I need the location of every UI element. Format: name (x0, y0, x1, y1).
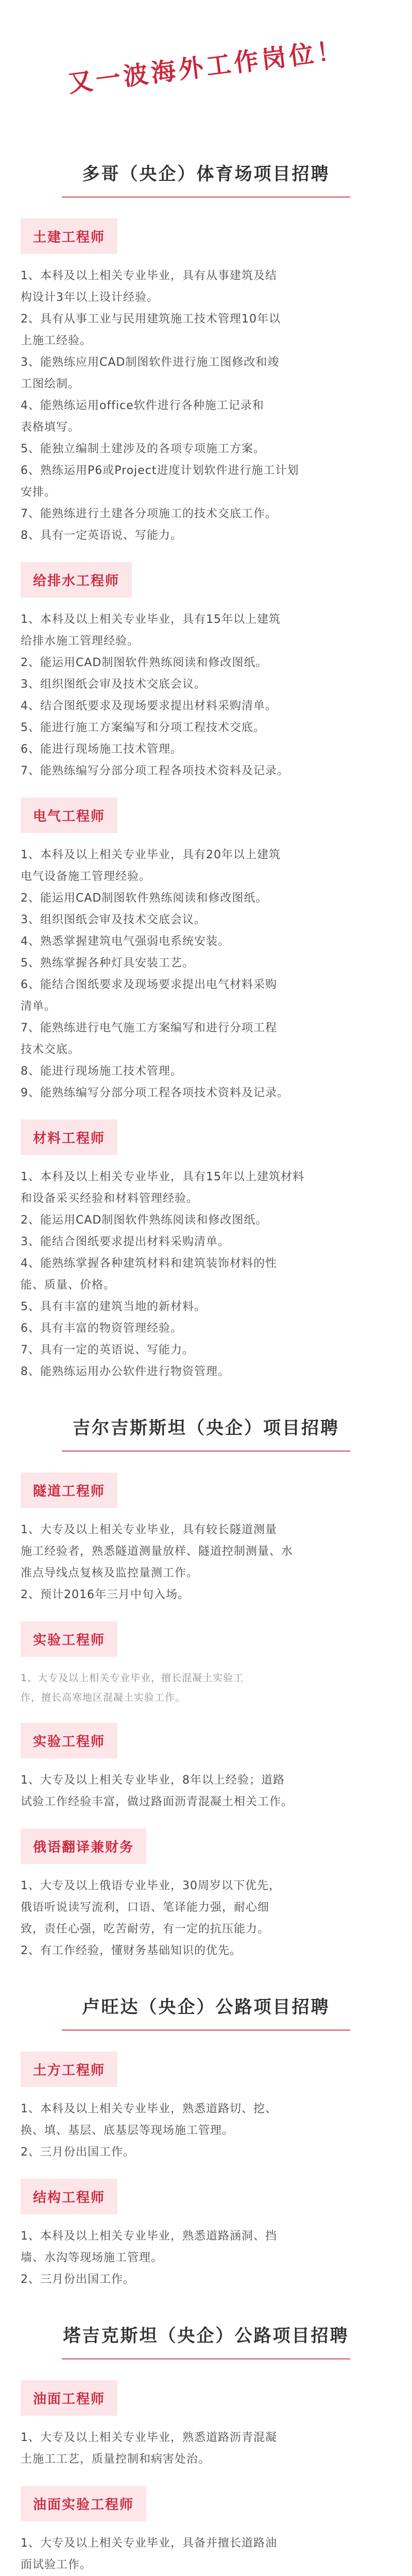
requirement-line: 作，擅长高寒地区混凝土实验工作。 (21, 1692, 186, 1703)
requirement-line: 致，责任心强，吃苦耐劳，有一定的抗压能力。 (21, 1923, 270, 1936)
job-title: 电气工程师 (21, 798, 117, 833)
job-requirements (21, 2533, 391, 2576)
job-title: 材料工程师 (21, 1120, 117, 1155)
requirement-line: 1、大专及以上相关专业毕业，8年以上经验；道路 (21, 1774, 285, 1787)
requirement-line: 构设计3年以上设计经验。 (21, 291, 159, 304)
job-requirements (21, 1166, 391, 1383)
job-header (21, 562, 391, 598)
requirement-line: 试验工作经验丰富，做过路面沥青混凝土相关工作。 (21, 1795, 294, 1808)
job-requirements (21, 844, 391, 1104)
requirement-line: 9、能熟练编写分部分项工程各项技术资料及记录。 (21, 1087, 289, 1099)
requirement-line: 施工经验者，熟悉隧道测量放样、隧道控制测量、水 (21, 1545, 294, 1558)
job-header (21, 1828, 391, 1864)
project-section (21, 1383, 391, 1962)
requirement-line: 1、大专及以上相关专业毕业，擅长混凝土实验工 (21, 1672, 244, 1684)
job-header (21, 798, 391, 833)
projects-container (0, 129, 412, 2576)
requirement-line: 3、能结合图纸要求提出材料采购清单。 (21, 1235, 230, 1248)
project-divider (62, 2029, 350, 2031)
project-divider (62, 196, 350, 198)
requirement-line: 2、三月份出国工作。 (21, 2273, 135, 2286)
job-header (21, 218, 391, 254)
requirement-line: 6、能结合图纸要求及现场要求提出电气材料采购 (21, 978, 277, 991)
job-header (21, 1472, 391, 1508)
requirement-line: 5、能独立编制土建涉及的各项专项施工方案。 (21, 443, 265, 455)
job-header (21, 1723, 391, 1758)
job-header (21, 2179, 391, 2214)
requirement-line: 表格填写。 (21, 421, 80, 434)
project-section (21, 129, 391, 1383)
requirement-line: 7、能熟练进行土建各分项施工的技术交底工作。 (21, 507, 277, 520)
requirement-line: 8、能进行现场施工技术管理。 (21, 1065, 182, 1078)
job-title: 给排水工程师 (21, 562, 132, 598)
requirement-line: 4、能熟练运用office软件进行各种施工记录和 (21, 399, 264, 412)
requirement-line: 6、熟练运用P6或Project进度计划软件进行施工计划 (21, 464, 299, 477)
requirement-line: 6、具有丰富的物资管理经验。 (21, 1322, 182, 1335)
requirement-line: 3、组织图纸会审及技术交底会议。 (21, 678, 206, 691)
requirement-line: 8、能熟练运用办公软件进行物资管理。 (21, 1365, 230, 1378)
requirement-line: 土施工工艺，质量控制和病害处治。 (21, 2453, 211, 2466)
requirement-line: 1、本科及以上相关专业毕业，具有从事建筑及结 (21, 269, 277, 282)
requirement-line: 2、有工作经验，懂财务基础知识的优先。 (21, 1944, 242, 1957)
requirement-line: 面试验工作。 (21, 2558, 92, 2571)
job-title: 油面实验工程师 (21, 2486, 146, 2521)
requirement-line: 2、能运用CAD制图软件熟练阅读和修改图纸。 (21, 656, 268, 669)
requirement-line: 1、本科及以上相关专业毕业，具有15年以上建筑 (21, 613, 281, 626)
job-title: 实验工程师 (21, 1621, 117, 1657)
requirement-line: 工图绘制。 (21, 378, 80, 391)
requirement-line: 俄语听说读写流利，口语、笔译能力强，耐心细 (21, 1901, 270, 1914)
requirement-line: 4、结合图纸要求及现场要求提出材料采购清单。 (21, 700, 277, 713)
project-title: 多哥（央企）体育场项目招聘 (82, 164, 330, 184)
requirement-line: 1、大专及以上相关专业毕业，具有较长隧道测量 (21, 1523, 277, 1536)
requirement-line: 2、能运用CAD制图软件熟练阅读和修改图纸。 (21, 1214, 268, 1227)
job-title: 油面工程师 (21, 2380, 117, 2416)
requirement-line: 8、具有一定英语说、写能力。 (21, 529, 182, 542)
requirement-line: 1、本科及以上相关专业毕业，熟悉道路涵洞、挡 (21, 2230, 277, 2243)
job-title: 土方工程师 (21, 2052, 117, 2087)
job-header (21, 2486, 391, 2521)
job-title: 隧道工程师 (21, 1472, 117, 1508)
job-requirements (21, 1875, 391, 1962)
job-requirements (21, 1668, 391, 1707)
project-section (21, 2291, 391, 2576)
requirement-line: 7、能熟练编写分部分项工程各项技术资料及记录。 (21, 765, 289, 777)
job-title: 结构工程师 (21, 2179, 117, 2214)
requirement-line: 4、能熟练掌握各种建筑材料和建筑装饰材料的性 (21, 1257, 277, 1270)
requirement-line: 1、本科及以上相关专业毕业，熟悉道路切、挖、 (21, 2103, 277, 2115)
project-divider (62, 1450, 350, 1452)
job-title: 实验工程师 (21, 1723, 117, 1758)
job-requirements (21, 609, 391, 782)
requirement-line: 4、熟悉掌握建筑电气强弱电系统安装。 (21, 935, 230, 948)
requirement-line: 5、具有丰富的建筑当地的新材料。 (21, 1300, 206, 1313)
job-requirements (21, 1519, 391, 1606)
requirement-line: 1、本科及以上相关专业毕业，具有20年以上建筑 (21, 849, 281, 861)
requirement-line: 1、本科及以上相关专业毕业，具有15年以上建筑材料 (21, 1171, 304, 1183)
project-title: 卢旺达（央企）公路项目招聘 (82, 1997, 330, 2018)
requirement-line: 安排。 (21, 486, 57, 499)
requirement-line: 清单。 (21, 1000, 57, 1013)
requirement-line: 换、填、基层、底基层等现场施工管理。 (21, 2124, 234, 2137)
requirement-line: 能、质量、价格。 (21, 1279, 116, 1292)
project-title: 吉尔吉斯斯坦（央企）项目招聘 (73, 1418, 339, 1438)
job-requirements (21, 2098, 391, 2163)
requirement-line: 给排水施工管理经验。 (21, 635, 140, 648)
job-requirements (21, 2427, 391, 2470)
job-header (21, 1120, 391, 1155)
top-banner (0, 0, 412, 129)
job-header (21, 2052, 391, 2087)
project-section (21, 1962, 391, 2291)
requirement-line: 3、能熟练应用CAD制图软件进行施工图修改和竣 (21, 356, 280, 369)
job-header (21, 1621, 391, 1657)
requirement-line: 上施工经验。 (21, 334, 92, 347)
job-requirements (21, 2226, 391, 2291)
job-header (21, 2380, 391, 2416)
project-title: 塔吉克斯坦（央企）公路项目招聘 (63, 2326, 349, 2346)
project-divider (62, 2358, 350, 2360)
requirement-line: 7、具有一定的英语说、写能力。 (21, 1344, 194, 1357)
requirement-line: 准点导线点复核及监控量测工作。 (21, 1567, 199, 1580)
requirement-line: 5、能进行施工方案编写和分项工程技术交底。 (21, 721, 265, 734)
job-title: 土建工程师 (21, 218, 117, 254)
requirement-line: 5、熟练掌握各种灯具安装工艺。 (21, 957, 194, 970)
requirement-line: 技术交底。 (21, 1043, 80, 1056)
job-requirements (21, 1770, 391, 1813)
job-requirements (21, 265, 391, 547)
requirement-line: 1、大专及以上相关专业毕业，熟悉道路沥青混凝 (21, 2431, 277, 2444)
requirement-line: 1、大专及以上相关专业毕业，具备并擅长道路油 (21, 2537, 277, 2550)
requirement-line: 1、大专及以上俄语专业毕业，30周岁以下优先， (21, 1879, 281, 1892)
requirement-line: 3、组织图纸会审及技术交底会议。 (21, 913, 206, 926)
requirement-line: 和设备采买经验和材料管理经验。 (21, 1192, 199, 1205)
requirement-line: 7、能熟练进行电气施工方案编写和进行分项工程 (21, 1022, 277, 1035)
requirement-line: 2、三月份出国工作。 (21, 2146, 135, 2159)
requirement-line: 6、能进行现场施工技术管理。 (21, 743, 182, 756)
requirement-line: 墙、水沟等现场施工管理。 (21, 2251, 163, 2264)
requirement-line: 2、具有从事工业与民用建筑施工技术管理10年以 (21, 313, 281, 326)
job-title: 俄语翻译兼财务 (21, 1828, 146, 1864)
requirement-line: 2、预计2016年三月中旬入场。 (21, 1588, 190, 1601)
requirement-line: 电气设备施工管理经验。 (21, 870, 151, 883)
page-headline: 又一波海外工作岗位！ (66, 35, 346, 98)
requirement-line: 2、能运用CAD制图软件熟练阅读和修改图纸。 (21, 892, 268, 905)
